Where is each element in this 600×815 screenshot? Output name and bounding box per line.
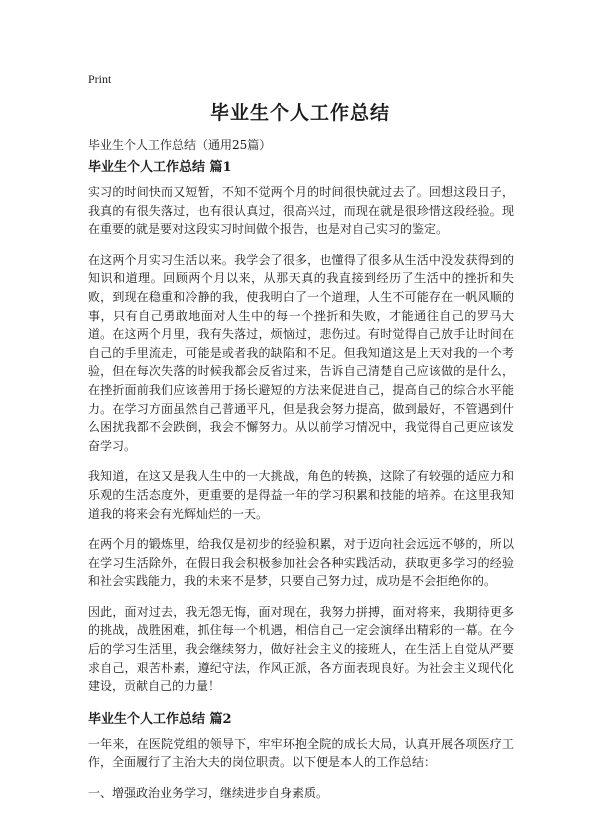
- paragraph: 我知道，在这又是我人生中的一大挑战，角色的转换，这除了有较强的适应力和乐观的生活态度外，更重要的是得益一年的学习积累和技能的培养。在这里我知道我的将来会有光辉灿烂的一天。: [88, 469, 514, 521]
- document-body: [88, 156, 514, 815]
- page-title: 毕业生个人工作总结: [209, 102, 390, 124]
- paragraph: 一、增强政治业务学习，继续进步自身素质。: [88, 786, 329, 801]
- print-link[interactable]: Print: [88, 72, 112, 86]
- section-heading: 毕业生个人工作总结 篇2: [88, 711, 232, 727]
- paragraph: 一年来，在医院党组的领导下，牢牢环抱全院的成长大局，认真开展各项医疗工作，全面履行了主治大夫的岗位职责。以下便是本人的工作总结：: [88, 736, 514, 770]
- paragraph: 在两个月的锻炼里，给我仅是初步的经验积累，对于迈向社会远远不够的，所以在学习生活除外，在假日我会积极参加社会各种实践活动，获取更多学习的经验和社会实践能力，我的未来不是梦，只要自己努力过，成功是不会拒绝你的。: [88, 537, 514, 589]
- section-heading: 毕业生个人工作总结 篇1: [88, 160, 232, 175]
- document-subtitle: 毕业生个人工作总结（通用25篇）: [88, 138, 272, 152]
- section-2: [88, 708, 514, 803]
- paragraph: 实习的时间快而又短暂，不知不觉两个月的时间很快就过去了。回想这段日子，我真的有很失落过，也有很认真过，很高兴过，而现在就是很珍惜这段经验。现在重要的就是要对这段实习时间做个报告，也是对自己实习的鉴定。: [88, 185, 514, 237]
- section-1: [88, 156, 514, 696]
- paragraph: 因此，面对过去，我无怨无悔，面对现在，我努力拼搏，面对将来，我期待更多的挑战，战胜困难，抓住每一个机遇，相信自己一定会演绎出精彩的一幕。在今后的学习生活里，我会继续努力，做好社会主义的接班人，在生活上自觉从严要求自己，艰苦朴素，遵纪守法，作风正派，各方面表现良好。为社会主义现代化建设，贡献自己的力量！: [88, 604, 514, 694]
- paragraph: 在这两个月实习生活以来。我学会了很多，也懂得了很多从生活中没发获得到的知识和道理。回顾两个月以来，从那天真的我直接到经历了生活中的挫折和失败，到现在稳重和冷静的我，使我明白了一个道理，人生不可能存在一帆风顺的事，只有自己勇敢地面对人生中的每一个挫折和失败，才能通往自己的罗马大道。在这两个月里，我有失落过，烦恼过，悲伤过。有时觉得自己放手让时间在自己的手里流走，可能是或者我的缺陷和不足。但我知道这是上天对我的一个考验，但在每次失落的时候我都会反省过来，告诉自己清楚自己应该做的是什么，在挫折面前我们应该善用于扬长避短的方法来促进自己，提高自己的综合水平能力。在学习方面虽然自己普通平凡，但是我会努力提高，做到最好，不管遇到什么困扰我都不会跌倒，我会不懈努力。从以前学习情况中，我觉得自己更应该发奋学习。: [88, 252, 514, 453]
